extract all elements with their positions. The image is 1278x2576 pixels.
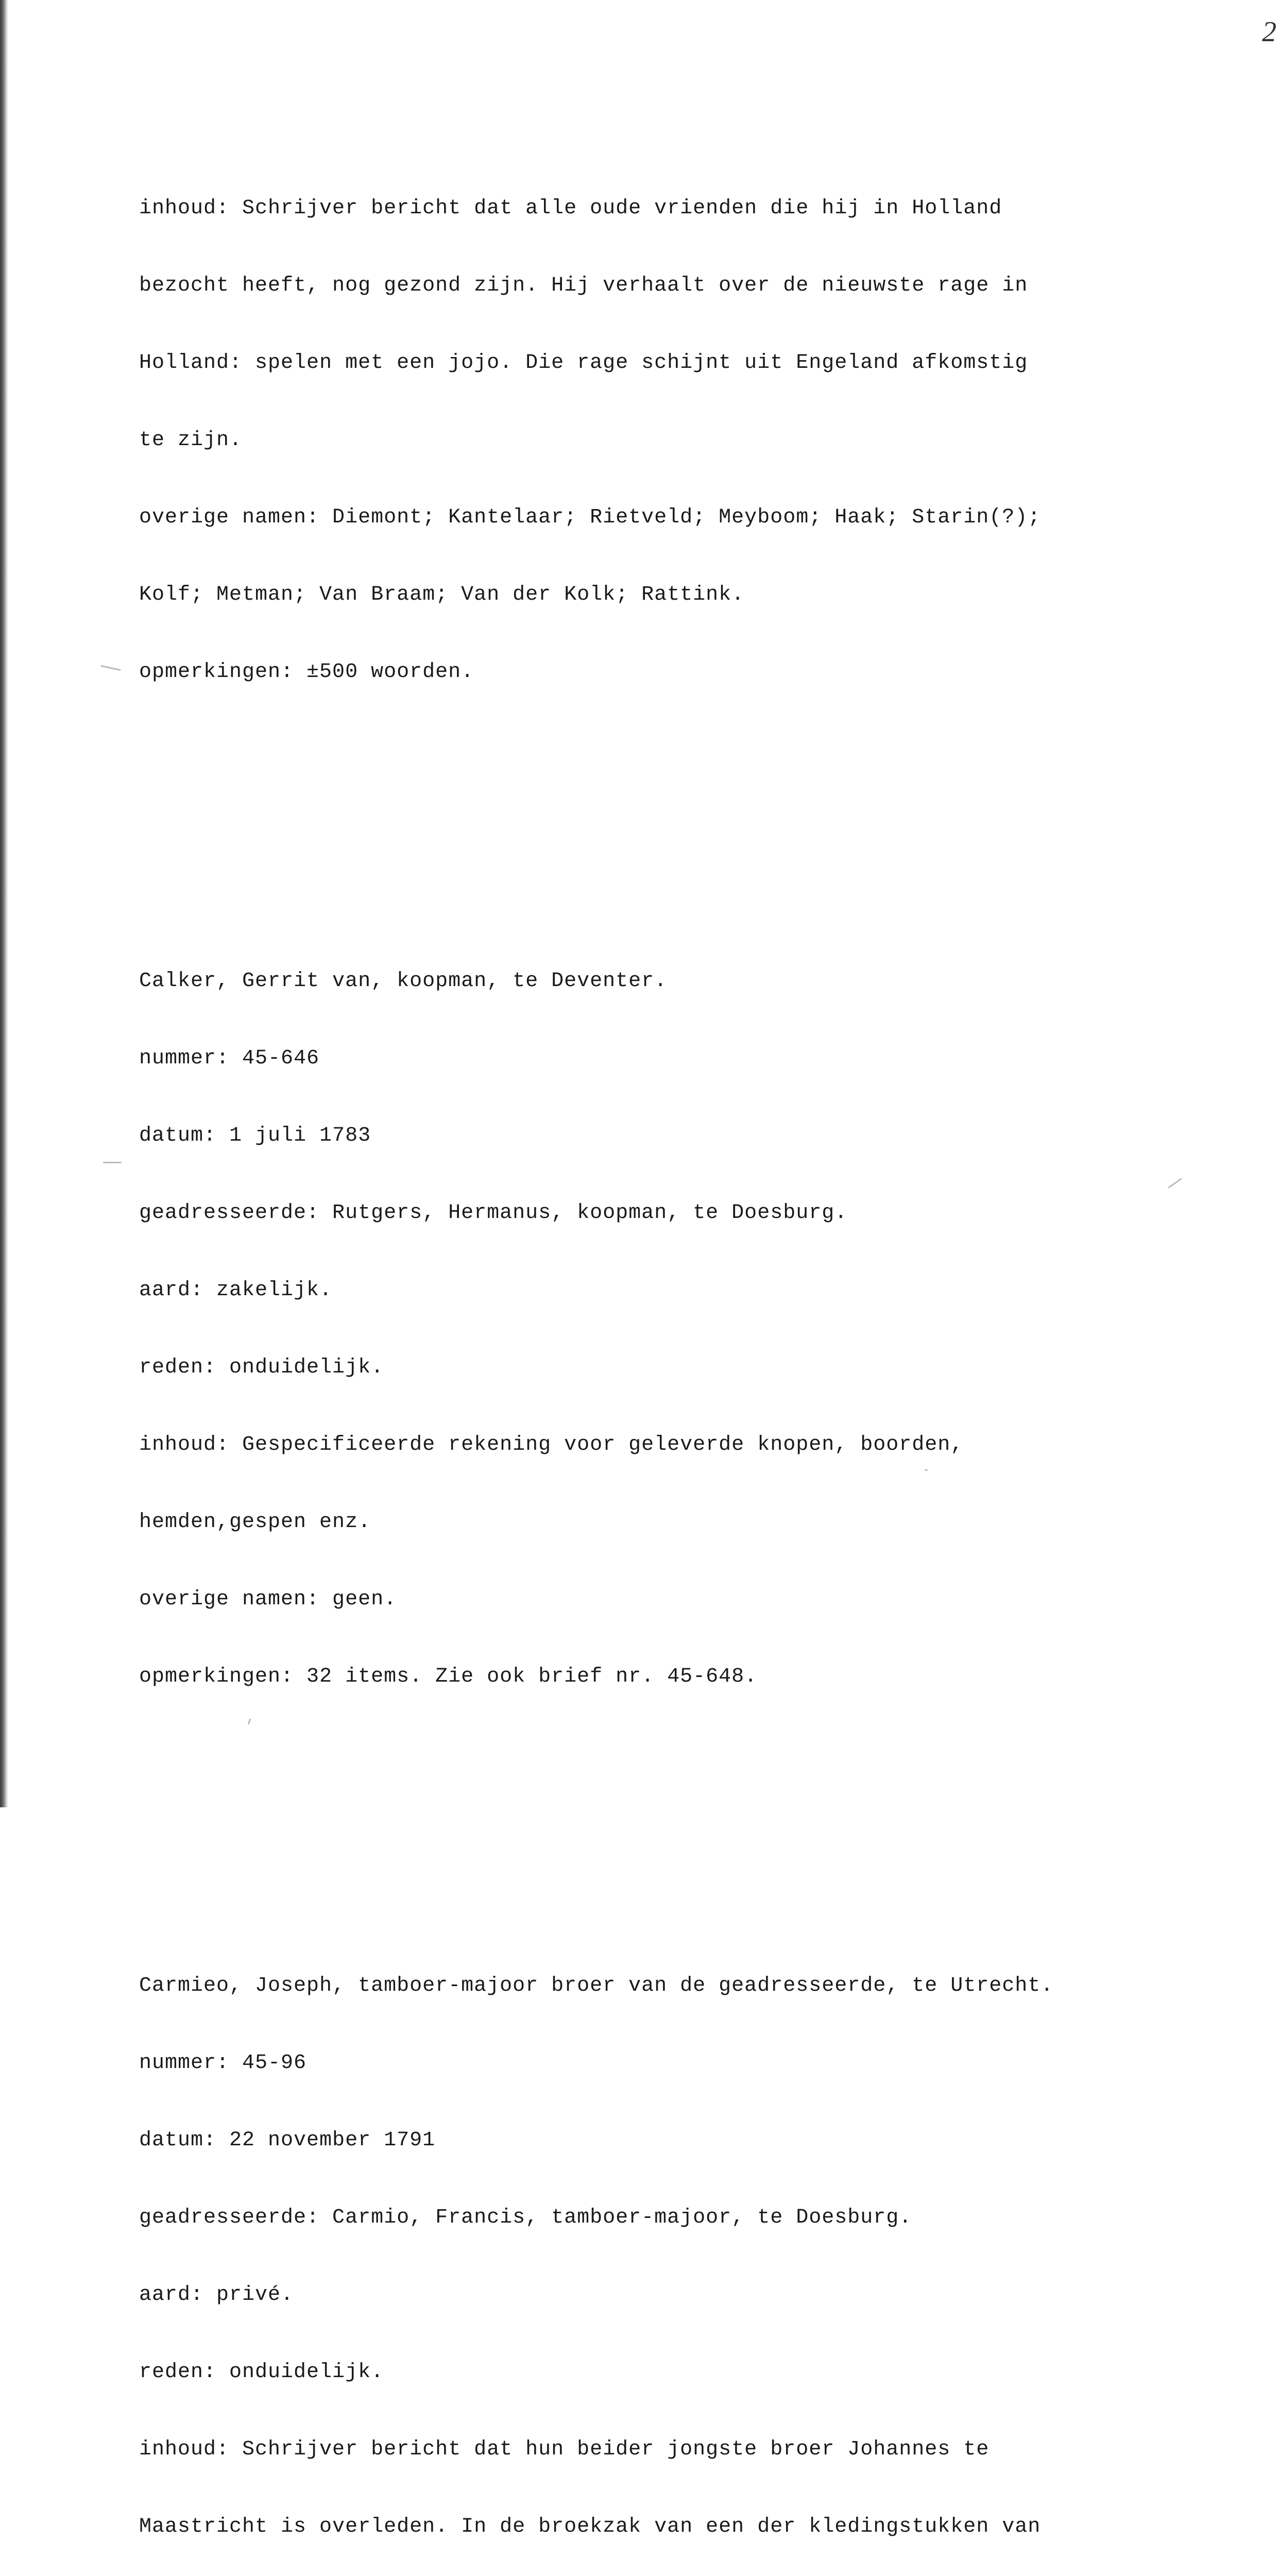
entry-line-aard: aard: zakelijk.	[139, 1279, 333, 1302]
entry-line-datum: datum: 22 november 1791	[139, 2129, 436, 2152]
scan-mark	[925, 1469, 928, 1471]
scan-mark	[100, 665, 121, 671]
entry-line-inhoud: inhoud: Schrijver bericht dat alle oude vrienden die hij in Holland	[139, 197, 1002, 220]
entry-line-inhoud: inhoud: Schrijver bericht dat hun beider jongste broer Johannes te	[139, 2438, 990, 2461]
entry-line-geadresseerde: geadresseerde: Carmio, Francis, tamboer-majoor, te Doesburg.	[139, 2206, 912, 2229]
catalog-entry-calker	[139, 917, 1247, 1741]
entry-line-reden: reden: onduidelijk.	[139, 1356, 384, 1379]
entry-line-opmerkingen: opmerkingen: ±500 woorden.	[139, 660, 474, 684]
page-number: 2	[1262, 16, 1276, 48]
entry-line-inhoud-cont: Maastricht is overleden. In de broekzak van een der kledingstukken van	[139, 2515, 1041, 2538]
entry-line-inhoud-cont: bezocht heeft, nog gezond zijn. Hij verhaalt over de nieuwste rage in	[139, 274, 1028, 297]
entry-line-datum: datum: 1 juli 1783	[139, 1124, 371, 1147]
entry-line-opmerkingen: opmerkingen: 32 items. Zie ook brief nr. 45-648.	[139, 1665, 758, 1688]
entry-heading: Calker, Gerrit van, koopman, te Deventer.	[139, 970, 668, 993]
entry-line-inhoud: inhoud: Gespecificeerde rekening voor geleverde knopen, boorden,	[139, 1433, 964, 1456]
entry-line-overige-namen: overige namen: geen.	[139, 1588, 397, 1611]
entry-line-nummer: nummer: 45-646	[139, 1047, 320, 1070]
catalog-text	[139, 67, 1247, 2576]
entry-line-reden: reden: onduidelijk.	[139, 2361, 384, 2384]
entry-line-inhoud-cont: te zijn.	[139, 429, 243, 452]
entry-line-inhoud-cont: Holland: spelen met een jojo. Die rage schijnt uit Engeland afkomstig	[139, 351, 1028, 375]
entry-line-aard: aard: privé.	[139, 2283, 294, 2307]
entry-separator	[139, 788, 1247, 814]
entry-line-nummer: nummer: 45-96	[139, 2052, 307, 2075]
catalog-entry-continuation	[139, 144, 1247, 737]
scan-page-edge	[0, 0, 8, 1807]
entry-line-overige-namen: overige namen: Diemont; Kantelaar; Rietveld; Meyboom; Haak; Starin(?);	[139, 506, 1041, 529]
entry-line-geadresseerde: geadresseerde: Rutgers, Hermanus, koopman, te Doesburg.	[139, 1201, 848, 1225]
entry-line-inhoud-cont: hemden,gespen enz.	[139, 1511, 371, 1534]
entry-separator	[139, 1793, 1247, 1819]
entry-line-overige-namen-cont: Kolf; Metman; Van Braam; Van der Kolk; Rattink.	[139, 583, 745, 606]
scan-mark	[103, 1162, 122, 1163]
catalog-entry-carmieo	[139, 1922, 1247, 2576]
entry-heading: Carmieo, Joseph, tamboer-majoor broer van de geadresseerde, te Utrecht.	[139, 1974, 1054, 1997]
